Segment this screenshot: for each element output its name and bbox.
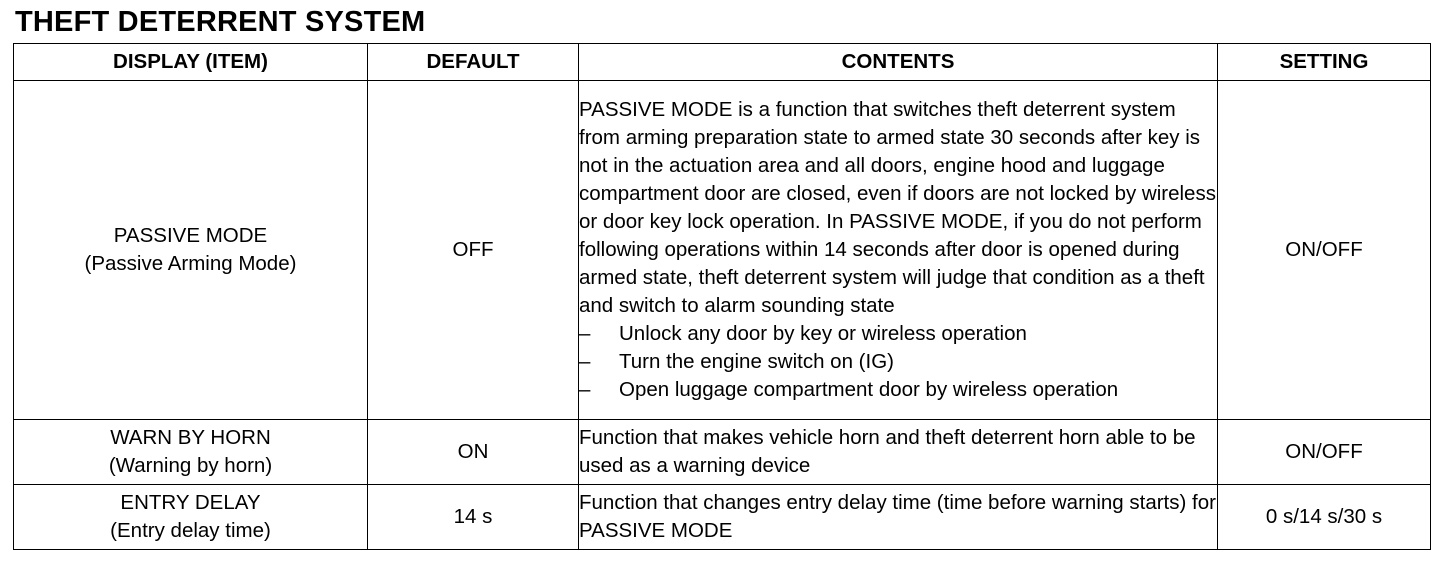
default-cell: OFF — [368, 81, 579, 420]
item-name: PASSIVE MODE — [113, 224, 268, 247]
list-item-text: Open luggage compartment door by wireless operation — [619, 378, 1119, 401]
item-cell — [14, 420, 368, 485]
list-item-text: Unlock any door by key or wireless operation — [619, 322, 1027, 345]
list-item — [579, 376, 1217, 404]
header-display-item: DISPLAY (ITEM) — [14, 44, 368, 81]
item-subtitle: (Entry delay time) — [110, 519, 271, 542]
contents-cell — [579, 81, 1218, 420]
default-cell: 14 s — [368, 485, 579, 550]
settings-table — [13, 43, 1431, 550]
item-name: ENTRY DELAY — [120, 491, 261, 514]
contents-text: Function that makes vehicle horn and theft deterrent horn able to be used as a warning device — [579, 426, 1196, 477]
table-row — [14, 81, 1431, 420]
item-subtitle: (Warning by horn) — [108, 454, 273, 477]
item-cell — [14, 485, 368, 550]
page-title: THEFT DETERRENT SYSTEM — [15, 6, 426, 38]
item-name: WARN BY HORN — [110, 426, 271, 449]
setting-cell: 0 s/14 s/30 s — [1218, 485, 1431, 550]
setting-cell: ON/OFF — [1218, 420, 1431, 485]
contents-cell — [579, 420, 1218, 485]
dash-bullet: – — [579, 378, 591, 401]
contents-text: PASSIVE MODE is a function that switches theft deterrent system from arming preparation state to armed state 30 seconds after key is not in the actuation area and all doors, engine hood and luggage compartment door are closed, even if doors are not locked by wireless or door key lock operation. In PASSIVE MODE, if you do not perform following operations within 14 seconds after door is opened during armed state, theft deterrent system will judge that condition as a theft and switch to alarm sounding state — [579, 98, 1216, 317]
operation-list — [579, 320, 1217, 404]
item-subtitle: (Passive Arming Mode) — [84, 252, 297, 275]
list-item-text: Turn the engine switch on (IG) — [619, 350, 894, 373]
dash-bullet: – — [579, 322, 591, 345]
header-contents: CONTENTS — [579, 44, 1218, 81]
header-row — [14, 44, 1431, 81]
item-cell — [14, 81, 368, 420]
dash-bullet: – — [579, 350, 591, 373]
table-row — [14, 420, 1431, 485]
setting-cell: ON/OFF — [1218, 81, 1431, 420]
table-row — [14, 485, 1431, 550]
contents-cell — [579, 485, 1218, 550]
default-cell: ON — [368, 420, 579, 485]
list-item — [579, 348, 1217, 376]
contents-text: Function that changes entry delay time (time before warning starts) for PASSIVE MODE — [579, 491, 1216, 542]
list-item — [579, 320, 1217, 348]
header-default: DEFAULT — [368, 44, 579, 81]
header-setting: SETTING — [1218, 44, 1431, 81]
